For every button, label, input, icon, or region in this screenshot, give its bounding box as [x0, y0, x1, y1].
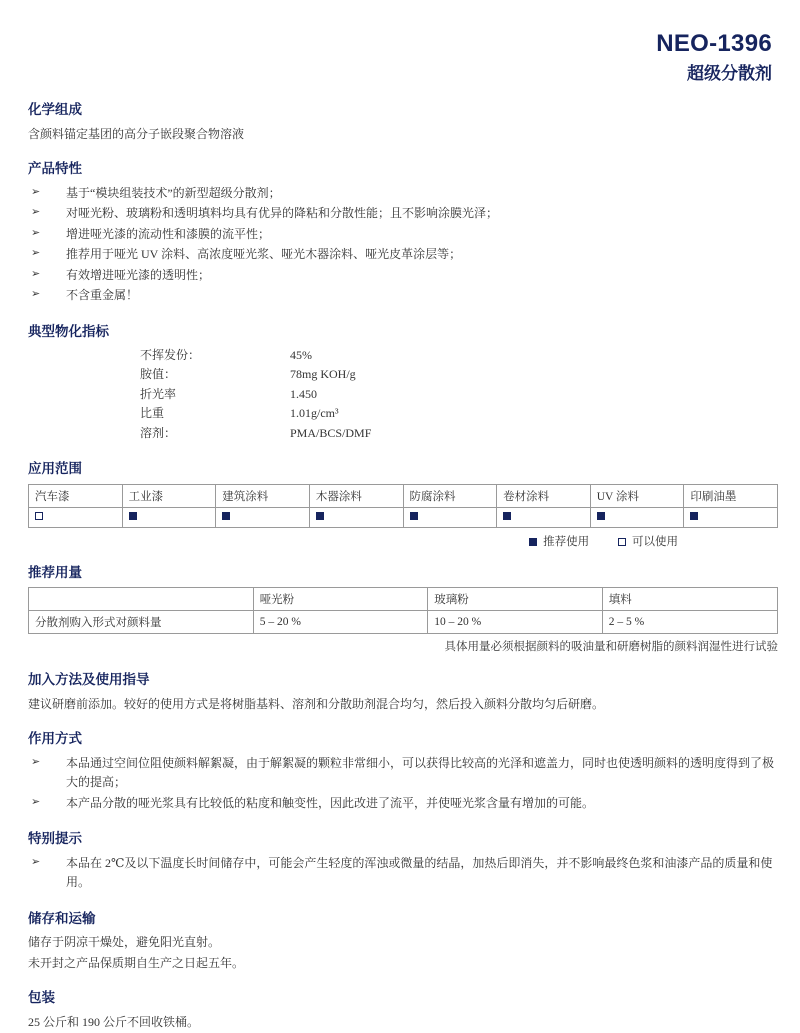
- application-range-legend: [28, 533, 778, 549]
- section-title-application-range: 应用范围: [28, 461, 82, 477]
- bullet-arrow-icon: ➢: [31, 267, 41, 280]
- bullet-arrow-icon: ➢: [31, 206, 41, 219]
- application-cell-architectural: [216, 507, 310, 527]
- column-header: 建筑涂料: [216, 484, 310, 507]
- bullet-arrow-icon: ➢: [31, 185, 41, 198]
- dosage-value-matting-powder: 5 – 20 %: [253, 611, 428, 634]
- spec-label: 比重: [140, 406, 165, 421]
- legend-item-usable: [618, 536, 678, 548]
- bullet-arrow-icon: ➢: [31, 855, 41, 868]
- table-row: [29, 611, 778, 634]
- table-row: [140, 404, 371, 423]
- bullet-arrow-icon: ➢: [31, 756, 41, 769]
- list-item-text: 有效增进哑光漆的透明性；: [66, 267, 211, 282]
- spec-value: 78mg KOH/g: [290, 367, 356, 382]
- product-subtitle: 超级分散剂: [687, 63, 772, 83]
- bullet-arrow-icon: ➢: [31, 247, 41, 260]
- spec-label: 胺值：: [140, 367, 177, 382]
- spec-value: 45%: [290, 348, 312, 363]
- table-row: [140, 424, 371, 443]
- column-header: 木器涂料: [309, 484, 403, 507]
- application-cell-industrial: [122, 507, 216, 527]
- mode-of-action-list: [28, 754, 778, 813]
- list-item: [28, 225, 778, 244]
- list-item-text: 基于“模块组装技术”的新型超级分散剂；: [66, 185, 281, 200]
- column-header-blank: [29, 588, 254, 611]
- application-cell-uv: [590, 507, 684, 527]
- application-cell-automotive: [29, 507, 123, 527]
- dosage-value-glass-powder: 10 – 20 %: [428, 611, 603, 634]
- typical-properties-table: [140, 346, 371, 443]
- section-title-packaging: 包装: [28, 990, 55, 1006]
- application-cell-printing-ink: [684, 507, 778, 527]
- list-item: [28, 204, 778, 223]
- column-header: 印刷油墨: [684, 484, 778, 507]
- checkbox-filled-icon: [222, 512, 230, 520]
- list-item-text: 推荐用于哑光 UV 涂料、高浓度哑光浆、哑光木器涂料、哑光皮革涂层等；: [66, 247, 462, 262]
- list-item: [28, 854, 778, 893]
- column-header-glass-powder: 玻璃粉: [428, 588, 603, 611]
- section-title-mode-of-action: 作用方式: [28, 731, 82, 747]
- column-header: 工业漆: [122, 484, 216, 507]
- column-header: 卷材涂料: [497, 484, 591, 507]
- list-item-text: 对哑光粉、玻璃粉和透明填料均具有优异的降粘和分散性能；且不影响涂膜光泽；: [66, 206, 499, 221]
- list-item-text: 增进哑光漆的流动性和漆膜的流平性；: [66, 226, 271, 241]
- dosage-value-filler: 2 – 5 %: [602, 611, 777, 634]
- list-item-text: 不含重金属！: [66, 288, 139, 303]
- recommended-dosage-table: [28, 587, 778, 634]
- table-header-row: [29, 484, 778, 507]
- application-cell-wood: [309, 507, 403, 527]
- storage-line-1: 储存于阴凉干燥处，避免阳光直射。: [28, 935, 221, 950]
- legend-label: 可以使用: [632, 535, 678, 548]
- column-header: 防腐涂料: [403, 484, 497, 507]
- column-header: 汽车漆: [29, 484, 123, 507]
- column-header: UV 涂料: [590, 484, 684, 507]
- section-title-addition-method: 加入方法及使用指导: [28, 672, 150, 688]
- checkbox-filled-icon: [529, 538, 537, 546]
- list-item: [28, 754, 778, 793]
- spec-label: 折光率: [140, 386, 177, 401]
- spec-label: 不挥发份：: [140, 348, 201, 363]
- spec-value: 1.450: [290, 386, 317, 401]
- section-title-storage-transport: 储存和运输: [28, 910, 96, 926]
- section-title-recommended-dosage: 推荐用量: [28, 564, 82, 580]
- section-title-product-features: 产品特性: [28, 161, 82, 177]
- table-header-row: [29, 588, 778, 611]
- product-code: NEO-1396: [656, 30, 772, 57]
- checkbox-hollow-icon: [618, 538, 626, 546]
- checkbox-filled-icon: [129, 512, 137, 520]
- dosage-note: 具体用量必须根据颜料的吸油量和研磨树脂的颜料润湿性进行试验: [444, 641, 778, 654]
- spec-value: 1.01g/cm³: [290, 406, 339, 421]
- document-header: [0, 0, 800, 84]
- checkbox-filled-icon: [316, 512, 324, 520]
- column-header-filler: 填料: [602, 588, 777, 611]
- spec-label: 溶剂：: [140, 425, 177, 440]
- bullet-arrow-icon: ➢: [31, 226, 41, 239]
- checkbox-hollow-icon: [35, 512, 43, 520]
- document-content: [0, 101, 800, 1031]
- storage-line-2: 未开封之产品保质期自生产之日起五年。: [28, 955, 245, 970]
- list-item: [28, 245, 778, 264]
- bullet-arrow-icon: ➢: [31, 288, 41, 301]
- checkbox-filled-icon: [503, 512, 511, 520]
- application-cell-anticorrosive: [403, 507, 497, 527]
- chemical-composition-body: 含颜料锚定基团的高分子嵌段聚合物溶液: [28, 126, 245, 141]
- section-title-typical-properties: 典型物化指标: [28, 323, 109, 339]
- list-item-text: 本品通过空间位阻使颜料解絮凝，由于解絮凝的颗粒非常细小，可以获得比较高的光泽和遮盖力，同时也使透明颜料的透明度得到了极大的提高；: [66, 756, 775, 790]
- checkbox-filled-icon: [597, 512, 605, 520]
- packaging-body: 25 公斤和 190 公斤不回收铁桶。: [28, 1015, 200, 1030]
- list-item: [28, 794, 778, 813]
- list-item-text: 本品在 2℃及以下温度长时间储存中，可能会产生轻度的浑浊或微量的结晶，加热后即消失，并不影响最终色浆和油漆产品的质量和使用。: [66, 855, 773, 890]
- addition-method-body: 建议研磨前添加。较好的使用方式是将树脂基料、溶剂和分散助剂混合均匀，然后投入颜料分散均匀后研磨。: [28, 696, 605, 711]
- table-row: [140, 365, 371, 384]
- list-item: [28, 266, 778, 285]
- table-row: [29, 507, 778, 527]
- spec-value: PMA/BCS/DMF: [290, 425, 372, 440]
- table-row: [140, 385, 371, 404]
- section-title-chemical-composition: 化学组成: [28, 102, 82, 118]
- column-header-matting-powder: 哑光粉: [253, 588, 428, 611]
- special-notice-list: [28, 854, 778, 893]
- table-row: [140, 346, 371, 365]
- bullet-arrow-icon: ➢: [31, 795, 41, 808]
- application-range-table: [28, 484, 778, 528]
- checkbox-filled-icon: [690, 512, 698, 520]
- list-item: [28, 184, 778, 203]
- section-title-special-notice: 特别提示: [28, 831, 82, 847]
- checkbox-filled-icon: [410, 512, 418, 520]
- product-features-list: [28, 184, 778, 306]
- list-item-text: 本产品分散的哑光浆具有比较低的粘度和触变性，因此改进了流平，并使哑光浆含量有增加的可能。: [66, 795, 595, 810]
- dosage-row-label: 分散剂购入形式对颜料量: [29, 611, 254, 634]
- legend-label: 推荐使用: [543, 535, 590, 548]
- list-item: [28, 286, 778, 305]
- application-cell-coil: [497, 507, 591, 527]
- legend-item-recommended: [529, 536, 592, 548]
